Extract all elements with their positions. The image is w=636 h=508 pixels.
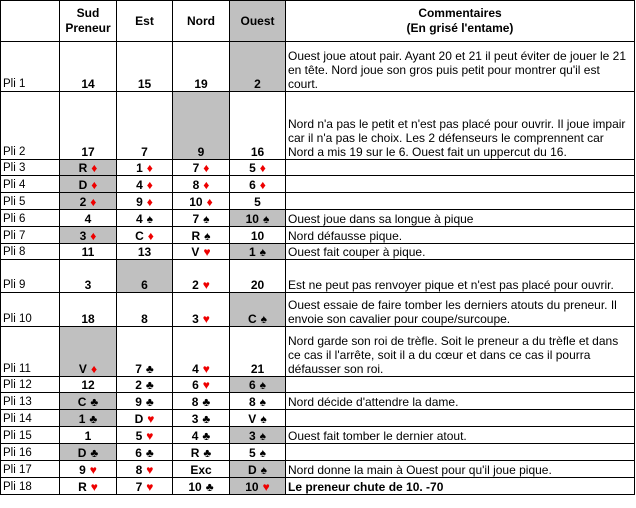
card-value: 4 (135, 212, 143, 226)
card-sud (60, 260, 117, 293)
card-value: 5 (249, 161, 256, 175)
club-icon: ♣ (145, 362, 154, 376)
table-row (1, 461, 635, 478)
card-value: 7 (192, 161, 200, 175)
table-row (1, 427, 635, 444)
card-nord (173, 160, 230, 176)
club-icon: ♣ (202, 395, 211, 409)
card-ouest (230, 210, 286, 227)
card-sud (60, 427, 117, 444)
card-est (117, 410, 173, 427)
comment-cell (286, 176, 635, 193)
card-value: 4 (136, 178, 143, 192)
card-value: 3 (248, 429, 256, 443)
spade-icon: ♠ (260, 463, 268, 477)
card-value: 6 (248, 378, 256, 392)
ply-label: Pli 5 (1, 193, 60, 210)
table-row (1, 176, 635, 193)
card-ouest (230, 227, 286, 244)
comment-cell: Ouest fait couper à pique. (286, 244, 635, 260)
card-value: D (77, 446, 87, 460)
card-value: 1 (78, 412, 86, 426)
card-value: 4 (191, 429, 199, 443)
header-est: Est (117, 1, 173, 42)
card-est (117, 210, 173, 227)
diamond-icon: ♦ (259, 178, 266, 192)
card-sud (60, 244, 117, 260)
table-row (1, 410, 635, 427)
diamond-icon: ♦ (90, 195, 97, 209)
card-est (117, 260, 173, 293)
ply-label: Pli 10 (1, 293, 60, 327)
card-value: 3 (79, 229, 87, 243)
header-ouest-label: Ouest (240, 13, 275, 28)
card-value: 10 (189, 195, 203, 209)
card-value: C (247, 312, 257, 326)
card-value: 2 (79, 195, 87, 209)
card-value: 7 (192, 212, 200, 226)
card-value: V (78, 362, 87, 376)
card-value: 10 (245, 212, 259, 226)
card-est (117, 227, 173, 244)
table-row (1, 260, 635, 293)
comment-cell: Ouest joue atout pair. Ayant 20 et 21 il peut éviter de jouer le 21 en tête. Nord joue son gros puis petit pour montrer qu'il est court. (286, 42, 635, 92)
ply-label: Pli 12 (1, 377, 60, 393)
card-est (117, 444, 173, 461)
card-sud (60, 160, 117, 176)
card-value: 5 (254, 195, 261, 209)
card-value: 14 (81, 77, 95, 91)
card-ouest (230, 393, 286, 410)
ply-label: Pli 8 (1, 244, 60, 260)
header-comment (286, 1, 635, 42)
card-est (117, 327, 173, 377)
club-icon: ♣ (203, 446, 212, 460)
spade-icon: ♠ (259, 446, 267, 460)
spade-icon: ♠ (260, 312, 268, 326)
card-value: 19 (194, 77, 208, 91)
ply-label: Pli 16 (1, 444, 60, 461)
card-value: V (248, 412, 257, 426)
diamond-icon: ♦ (203, 161, 210, 175)
card-value: 5 (248, 446, 256, 460)
card-value: 6 (192, 378, 199, 392)
comment-cell (286, 444, 635, 461)
club-icon: ♣ (90, 446, 99, 460)
card-est (117, 427, 173, 444)
card-est (117, 244, 173, 260)
heart-icon: ♥ (203, 245, 211, 259)
header-comment-subtitle: (En grisé l'entame) (406, 21, 514, 35)
table-row (1, 42, 635, 92)
card-sud (60, 210, 117, 227)
table-row (1, 227, 635, 244)
card-value: 8 (248, 395, 256, 409)
table-row (1, 444, 635, 461)
card-ouest (230, 92, 286, 160)
card-value: 3 (191, 412, 199, 426)
table-row (1, 210, 635, 227)
card-est (117, 478, 173, 495)
card-est (117, 461, 173, 478)
card-nord (173, 210, 230, 227)
card-value: 17 (81, 145, 95, 159)
ply-label: Pli 4 (1, 176, 60, 193)
card-ouest (230, 260, 286, 293)
card-value: R (78, 161, 88, 175)
card-ouest (230, 160, 286, 176)
table-row (1, 244, 635, 260)
card-value: C (77, 395, 87, 409)
comment-cell (286, 193, 635, 210)
card-est (117, 393, 173, 410)
comment-cell: Est ne peut pas renvoyer pique et n'est pas placé pour ouvrir. (286, 260, 635, 293)
comment-cell (286, 377, 635, 393)
spade-icon: ♠ (259, 429, 267, 443)
card-value: 2 (192, 278, 199, 292)
table-row (1, 478, 635, 495)
card-sud (60, 42, 117, 92)
card-value: 6 (135, 446, 142, 460)
card-ouest (230, 193, 286, 210)
card-nord (173, 227, 230, 244)
ply-label: Pli 14 (1, 410, 60, 427)
card-value: 8 (135, 463, 143, 477)
card-ouest (230, 244, 286, 260)
heart-icon: ♥ (146, 463, 154, 477)
card-ouest (230, 293, 286, 327)
card-nord (173, 393, 230, 410)
club-icon: ♣ (145, 395, 154, 409)
header-nord: Nord (173, 1, 230, 42)
card-sud (60, 461, 117, 478)
diamond-icon: ♦ (259, 161, 266, 175)
table-row (1, 393, 635, 410)
card-value: 9 (79, 463, 86, 477)
diamond-icon: ♦ (90, 362, 98, 376)
diamond-icon: ♦ (146, 178, 153, 192)
card-value: R (191, 229, 201, 243)
spade-icon: ♠ (203, 212, 210, 226)
comment-cell: Nord donne la main à Ouest pour qu'il joue pique. (286, 461, 635, 478)
spade-icon: ♠ (259, 378, 267, 392)
table-row (1, 377, 635, 393)
card-ouest (230, 410, 286, 427)
card-nord (173, 42, 230, 92)
club-icon: ♣ (145, 446, 154, 460)
card-nord (173, 260, 230, 293)
diamond-icon: ♦ (146, 195, 153, 209)
diamond-icon: ♦ (203, 178, 210, 192)
table-row (1, 160, 635, 176)
ply-label: Pli 18 (1, 478, 60, 495)
card-value: 4 (84, 212, 92, 226)
heart-icon: ♥ (202, 312, 210, 326)
ply-label: Pli 6 (1, 210, 60, 227)
card-nord (173, 444, 230, 461)
card-ouest (230, 461, 286, 478)
comment-cell: Ouest joue dans sa longue à pique (286, 210, 635, 227)
card-value: 7 (141, 145, 148, 159)
card-sud (60, 377, 117, 393)
comment-cell: Nord décide d'attendre la dame. (286, 393, 635, 410)
diamond-icon: ♦ (146, 161, 153, 175)
heart-icon: ♥ (262, 480, 270, 494)
card-value: 9 (136, 195, 143, 209)
table-row (1, 293, 635, 327)
card-sud (60, 193, 117, 210)
card-value: Exc (190, 463, 212, 477)
header-ouest (230, 1, 286, 42)
card-value: 18 (81, 312, 95, 326)
table-row (1, 92, 635, 160)
comment-cell (286, 410, 635, 427)
card-value: 8 (192, 178, 200, 192)
card-nord (173, 377, 230, 393)
card-value: 5 (135, 429, 143, 443)
club-icon: ♣ (202, 412, 211, 426)
comment-cell: Nord n'a pas le petit et n'est pas placé pour ouvrir. Il joue impair car il n'a pas le choix. Les 2 défenseurs le comprennent car Nord a mis 19 sur le 6. Ouest fait un uppercut du 16. (286, 92, 635, 160)
card-value: 20 (250, 278, 265, 292)
card-value: 10 (245, 480, 259, 494)
card-nord (173, 176, 230, 193)
club-icon: ♣ (205, 480, 214, 494)
card-value: 10 (250, 229, 265, 243)
diamond-icon: ♦ (206, 195, 213, 209)
card-ouest (230, 478, 286, 495)
card-value: 6 (141, 278, 148, 292)
table-row (1, 193, 635, 210)
card-est (117, 193, 173, 210)
card-nord (173, 244, 230, 260)
card-sud (60, 176, 117, 193)
card-value: C (135, 229, 144, 243)
spade-icon: ♠ (259, 245, 267, 259)
card-nord (173, 193, 230, 210)
ply-label: Pli 7 (1, 227, 60, 244)
card-ouest (230, 176, 286, 193)
card-nord (173, 461, 230, 478)
spade-icon: ♠ (146, 212, 154, 226)
heart-icon: ♥ (90, 480, 98, 494)
card-value: 15 (137, 77, 152, 91)
card-nord (173, 293, 230, 327)
heart-icon: ♥ (89, 463, 97, 477)
card-value: D (247, 463, 257, 477)
card-sud (60, 92, 117, 160)
comment-cell: Nord défausse pique. (286, 227, 635, 244)
card-sud (60, 444, 117, 461)
table-row (1, 327, 635, 377)
ply-label: Pli 9 (1, 260, 60, 293)
card-sud (60, 410, 117, 427)
diamond-icon: ♦ (147, 229, 154, 243)
heart-icon: ♥ (202, 362, 210, 376)
card-nord (173, 427, 230, 444)
club-icon: ♣ (202, 429, 211, 443)
header-sud: Sud Preneur (60, 1, 117, 42)
diamond-icon: ♦ (90, 229, 97, 243)
ply-label: Pli 2 (1, 92, 60, 160)
spade-icon: ♠ (259, 395, 267, 409)
card-sud (60, 327, 117, 377)
card-value: 8 (191, 395, 199, 409)
ply-label: Pli 1 (1, 42, 60, 92)
card-value: R (190, 446, 200, 460)
card-est (117, 160, 173, 176)
header-row (1, 1, 635, 42)
table-body (1, 42, 635, 495)
card-value: 11 (81, 245, 95, 259)
card-ouest (230, 427, 286, 444)
card-sud (60, 393, 117, 410)
card-value: 8 (141, 312, 148, 326)
card-value: 12 (81, 378, 95, 392)
ply-label: Pli 13 (1, 393, 60, 410)
heart-icon: ♥ (146, 429, 154, 443)
card-sud (60, 293, 117, 327)
ply-label: Pli 11 (1, 327, 60, 377)
ply-label: Pli 15 (1, 427, 60, 444)
card-nord (173, 92, 230, 160)
card-sud (60, 227, 117, 244)
diamond-icon: ♦ (91, 178, 98, 192)
heart-icon: ♥ (146, 480, 154, 494)
club-icon: ♣ (89, 412, 98, 426)
card-est (117, 42, 173, 92)
club-icon: ♣ (145, 378, 154, 392)
card-value: 1 (136, 161, 143, 175)
card-ouest (230, 444, 286, 461)
card-value: 4 (192, 362, 199, 376)
card-est (117, 92, 173, 160)
heart-icon: ♥ (147, 412, 155, 426)
comment-cell: Ouest essaie de faire tomber les derniers atouts du preneur. Il envoie son cavalier pour coupe/surcoupe. (286, 293, 635, 327)
card-nord (173, 410, 230, 427)
card-value: 1 (248, 245, 256, 259)
comment-cell: Ouest fait tomber le dernier atout. (286, 427, 635, 444)
spade-icon: ♠ (204, 229, 211, 243)
card-sud (60, 478, 117, 495)
card-value: V (191, 245, 200, 259)
ply-label: Pli 17 (1, 461, 60, 478)
ply-label: Pli 3 (1, 160, 60, 176)
card-ouest (230, 42, 286, 92)
card-value: 7 (135, 362, 142, 376)
card-est (117, 176, 173, 193)
card-ouest (230, 327, 286, 377)
card-value: 2 (135, 378, 142, 392)
card-nord (173, 478, 230, 495)
card-nord (173, 327, 230, 377)
card-value: 9 (197, 145, 205, 159)
card-value: 3 (84, 278, 92, 292)
card-value: 13 (137, 245, 152, 259)
card-ouest (230, 377, 286, 393)
card-value: 7 (135, 480, 143, 494)
card-est (117, 293, 173, 327)
club-icon: ♣ (90, 395, 99, 409)
card-value: 3 (192, 312, 199, 326)
card-value: D (78, 178, 88, 192)
header-comment-title: Commentaires (418, 6, 502, 20)
card-value: 1 (84, 429, 92, 443)
spade-icon: ♠ (262, 212, 270, 226)
heart-icon: ♥ (202, 378, 210, 392)
spade-icon: ♠ (260, 412, 267, 426)
header-ply (1, 1, 60, 42)
card-value: 6 (249, 178, 256, 192)
comment-cell: Le preneur chute de 10. -70 (286, 478, 635, 495)
comment-cell (286, 160, 635, 176)
card-est (117, 377, 173, 393)
card-value: 16 (250, 145, 265, 159)
card-value: D (134, 412, 144, 426)
diamond-icon: ♦ (91, 161, 98, 175)
card-value: 21 (250, 362, 265, 376)
card-value: 10 (188, 480, 202, 494)
card-value: 9 (135, 395, 142, 409)
card-value: R (78, 480, 87, 494)
card-value: 2 (254, 77, 261, 91)
heart-icon: ♥ (202, 278, 210, 292)
comment-cell: Nord garde son roi de trèfle. Soit le preneur a du trèfle et dans ce cas il l'arrête, soit il a du cœur et dans ce cas il pourra défausser son roi. (286, 327, 635, 377)
